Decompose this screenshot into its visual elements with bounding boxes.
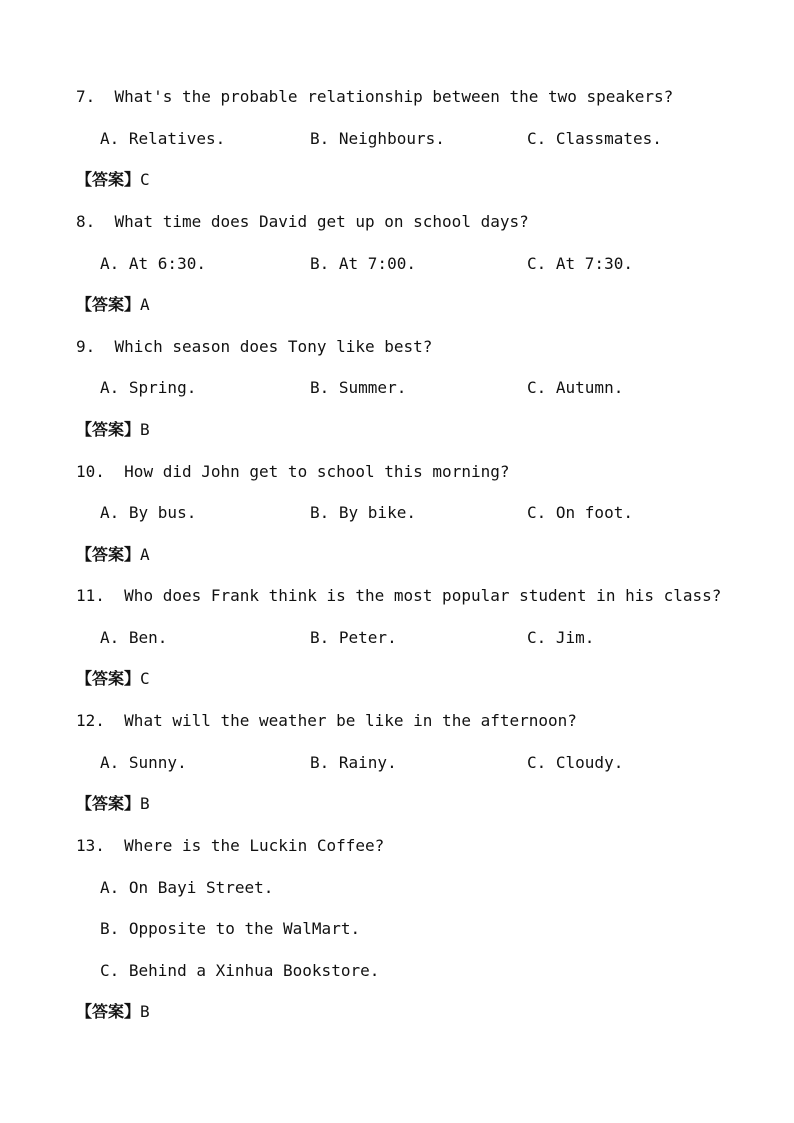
answer-line — [76, 295, 150, 315]
question-11 — [76, 586, 721, 606]
question-text: How did John get to school this morning? — [124, 462, 510, 481]
question-number: 13. — [76, 836, 105, 855]
option-c: C. Cloudy. — [527, 753, 624, 772]
answer-value: B — [140, 794, 150, 813]
answer-line — [76, 545, 150, 565]
answer-line — [76, 420, 150, 440]
answer-value: B — [140, 420, 150, 439]
question-number: 8. — [76, 212, 96, 231]
answer-value: A — [140, 545, 150, 564]
option-c: C. Behind a Xinhua Bookstore. — [100, 961, 380, 980]
answer-value: B — [140, 1002, 150, 1021]
question-number: 11. — [76, 586, 105, 605]
answer-label: 【答案】 — [76, 794, 141, 813]
option-a: A. By bus. — [100, 503, 197, 522]
answer-label: 【答案】 — [76, 669, 141, 688]
question-text: Which season does Tony like best? — [114, 337, 433, 356]
option-b: B. Neighbours. — [310, 129, 445, 148]
question-text: Who does Frank think is the most popular student in his class? — [124, 586, 722, 605]
option-a: A. Ben. — [100, 628, 168, 647]
option-a: A. On Bayi Street. — [100, 878, 274, 897]
answer-label: 【答案】 — [76, 170, 141, 189]
question-number: 12. — [76, 711, 105, 730]
option-a: A. Spring. — [100, 378, 197, 397]
answer-value: C — [140, 669, 150, 688]
option-b: B. At 7:00. — [310, 254, 416, 273]
question-text: What will the weather be like in the afternoon? — [124, 711, 577, 730]
option-a: A. Relatives. — [100, 129, 226, 148]
question-7 — [76, 87, 673, 107]
option-c: C. Classmates. — [527, 129, 662, 148]
answer-line — [76, 669, 150, 689]
answer-line — [76, 794, 150, 814]
option-b: B. Peter. — [310, 628, 397, 647]
option-c: C. At 7:30. — [527, 254, 633, 273]
option-b: B. Summer. — [310, 378, 407, 397]
option-b: B. Opposite to the WalMart. — [100, 919, 361, 938]
option-b: B. By bike. — [310, 503, 416, 522]
question-10 — [76, 462, 509, 482]
option-b: B. Rainy. — [310, 753, 397, 772]
answer-label: 【答案】 — [76, 420, 141, 439]
question-8 — [76, 212, 529, 232]
question-number: 7. — [76, 87, 96, 106]
answer-label: 【答案】 — [76, 295, 141, 314]
question-text: What's the probable relationship between the two speakers? — [114, 87, 674, 106]
option-a: A. At 6:30. — [100, 254, 206, 273]
question-12 — [76, 711, 577, 731]
answer-label: 【答案】 — [76, 1002, 141, 1021]
option-c: C. Jim. — [527, 628, 595, 647]
question-text: Where is the Luckin Coffee? — [124, 836, 385, 855]
option-a: A. Sunny. — [100, 753, 187, 772]
question-text: What time does David get up on school days? — [114, 212, 529, 231]
option-c: C. On foot. — [527, 503, 633, 522]
answer-value: A — [140, 295, 150, 314]
answer-value: C — [140, 170, 150, 189]
question-number: 9. — [76, 337, 96, 356]
question-9 — [76, 337, 432, 357]
question-number: 10. — [76, 462, 105, 481]
question-13 — [76, 836, 384, 856]
option-c: C. Autumn. — [527, 378, 624, 397]
answer-line — [76, 1002, 150, 1022]
answer-line — [76, 170, 150, 190]
answer-label: 【答案】 — [76, 545, 141, 564]
